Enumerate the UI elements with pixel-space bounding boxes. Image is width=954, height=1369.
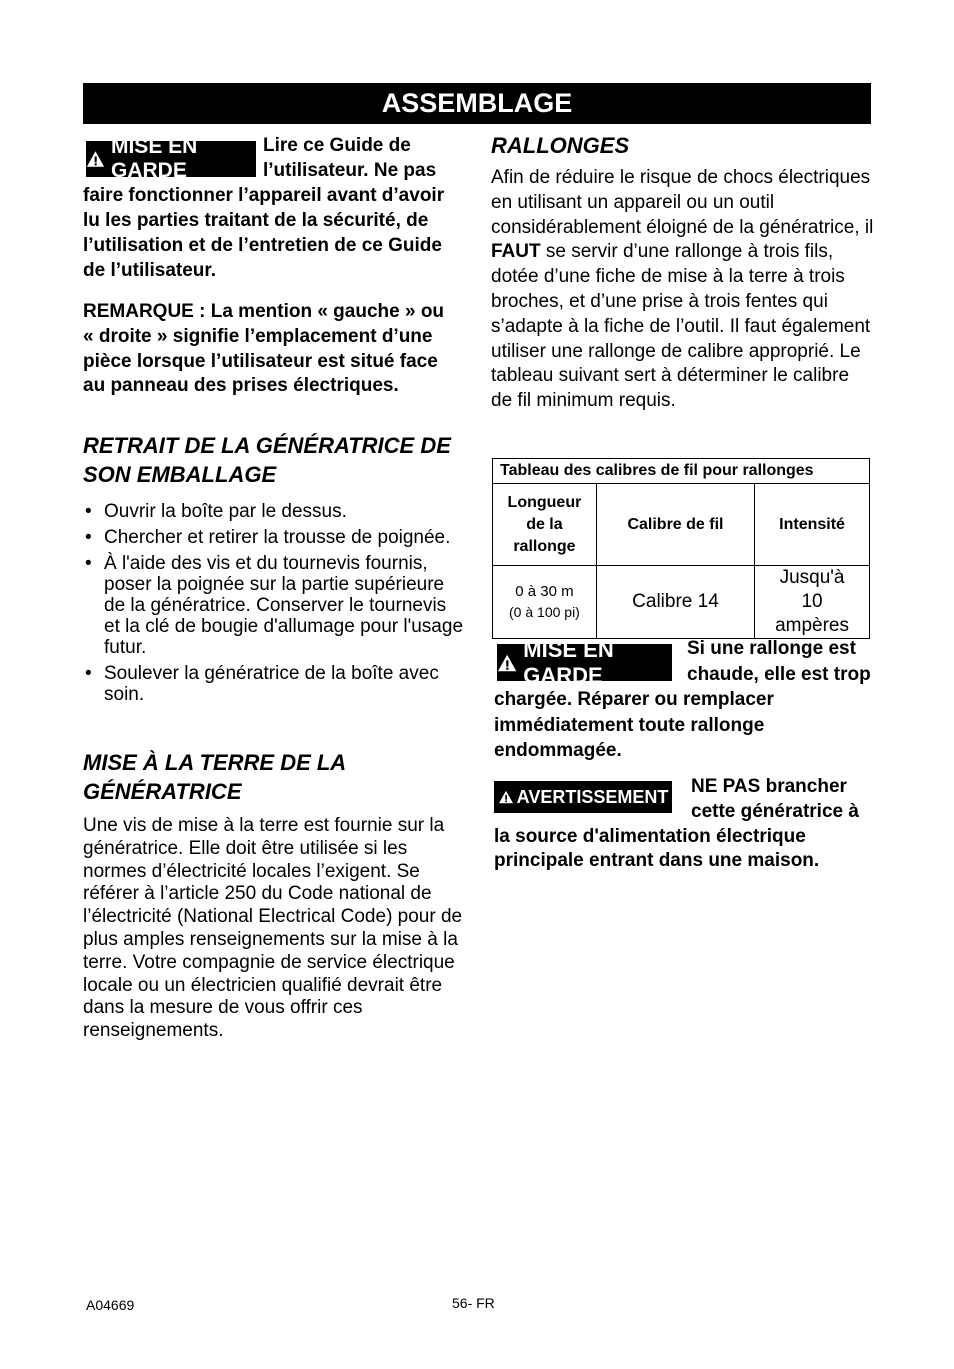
- list-item: • Ouvrir la boîte par le dessus.: [83, 501, 463, 522]
- table-caption: Tableau des calibres de fil pour rallonges: [493, 459, 870, 484]
- document-code: A04669: [86, 1297, 135, 1313]
- list-item: • À l'aide des vis et du tournevis fournis, poser la poignée sur la partie supérieure de la génératrice. Conserver le tournevis et la clé de bougie d'allumage pour l'usage futur.: [83, 553, 463, 658]
- warning-1-text: Lire ce Guide de l’utilisateur. Ne pas faire fonctionner l’appareil avant d’avoir lu les parties traitant de la sécurité, de l’utilisation et de l’entretien de ce Guide de l’utilisateur.: [83, 135, 445, 281]
- wire-gauge-table: [492, 458, 870, 639]
- section-heading-grounding: MISE À LA TERRE DE LA GÉNÉRATRICE: [83, 750, 346, 804]
- danger-text: NE PAS brancher cette génératrice à la source d'alimentation électrique principale entrant dans une maison.: [494, 776, 859, 872]
- list-item: • Chercher et retirer la trousse de poignée.: [83, 527, 463, 548]
- table-cell-length: [493, 566, 597, 639]
- warning-badge-label: MISE EN GARDE: [110, 135, 198, 182]
- emphasis-text: FAUT: [491, 241, 541, 263]
- warning-badge: [86, 135, 256, 182]
- warning-triangle-icon: [498, 790, 514, 804]
- page-number: 56- FR: [452, 1295, 495, 1311]
- list-item: • Soulever la génératrice de la boîte avec soin.: [83, 663, 463, 705]
- warning-triangle-icon: [86, 149, 105, 169]
- table-header: Calibre de fil: [596, 484, 754, 566]
- danger-badge: [494, 781, 672, 813]
- warning-triangle-icon: [497, 652, 517, 674]
- table-header: Intensité: [755, 484, 870, 566]
- table-header: Longueur de la rallonge: [493, 484, 597, 566]
- paragraph-text: se servir d’une rallonge à trois fils, dotée d’une fiche de mise à la terre à trois broches, et d’une prise à trois fentes qui s’adapte à la fiche de l’outil. Il faut également utiliser une rallonge de calibre approprié. Le tableau suivant sert à déterminer le calibre de fil minimum requis.: [491, 241, 871, 412]
- warning-block-2: [494, 636, 872, 764]
- extension-cords-paragraph: [491, 166, 875, 414]
- warning-badge-label: MISE EN GARDE: [523, 636, 614, 688]
- paragraph-text: Afin de réduire le risque de chocs électriques en utilisant un appareil ou un outil considérablement éloigné de la génératrice, il: [491, 167, 874, 238]
- unpacking-steps-list: [83, 501, 463, 710]
- remark-note: REMARQUE : La mention « gauche » ou « droite » signifie l’emplacement d’une pièce lorsque l’utilisateur est situé face au panneau des prises électriques.: [83, 301, 445, 397]
- length-imperial: (0 à 100 pi): [509, 604, 580, 620]
- table-cell-gauge: Calibre 14: [596, 566, 754, 639]
- warning-badge: [497, 636, 672, 688]
- table-cell-amps: Jusqu'à 10 ampères: [755, 566, 870, 639]
- length-metric: 0 à 30 m: [515, 583, 574, 600]
- page-title: ASSEMBLAGE: [83, 83, 871, 124]
- grounding-paragraph: Une vis de mise à la terre est fournie sur la génératrice. Elle doit être utilisée si les normes d’électricité locales l’exigent. Se référer à l’article 250 du Code national de l’électricité (National Electrical Code) pour de plus amples renseignements sur la mise à la terre. Votre compagnie de service électrique locale ou un électricien qualifié devrait être dans la mesure de vous offrir ces renseignements.: [83, 815, 463, 1042]
- section-heading-extension-cords: RALLONGES: [491, 133, 630, 158]
- danger-block: [494, 775, 872, 874]
- danger-badge-label: AVERTISSEMENT: [516, 786, 669, 807]
- warning-2-text: Si une rallonge est chaude, elle est trop chargée. Réparer ou remplacer immédiatement toute rallonge endommagée.: [494, 638, 871, 761]
- warning-block-1: [83, 133, 463, 283]
- section-heading-unpacking: RETRAIT DE LA GÉNÉRATRICE DE SON EMBALLAGE: [83, 433, 451, 487]
